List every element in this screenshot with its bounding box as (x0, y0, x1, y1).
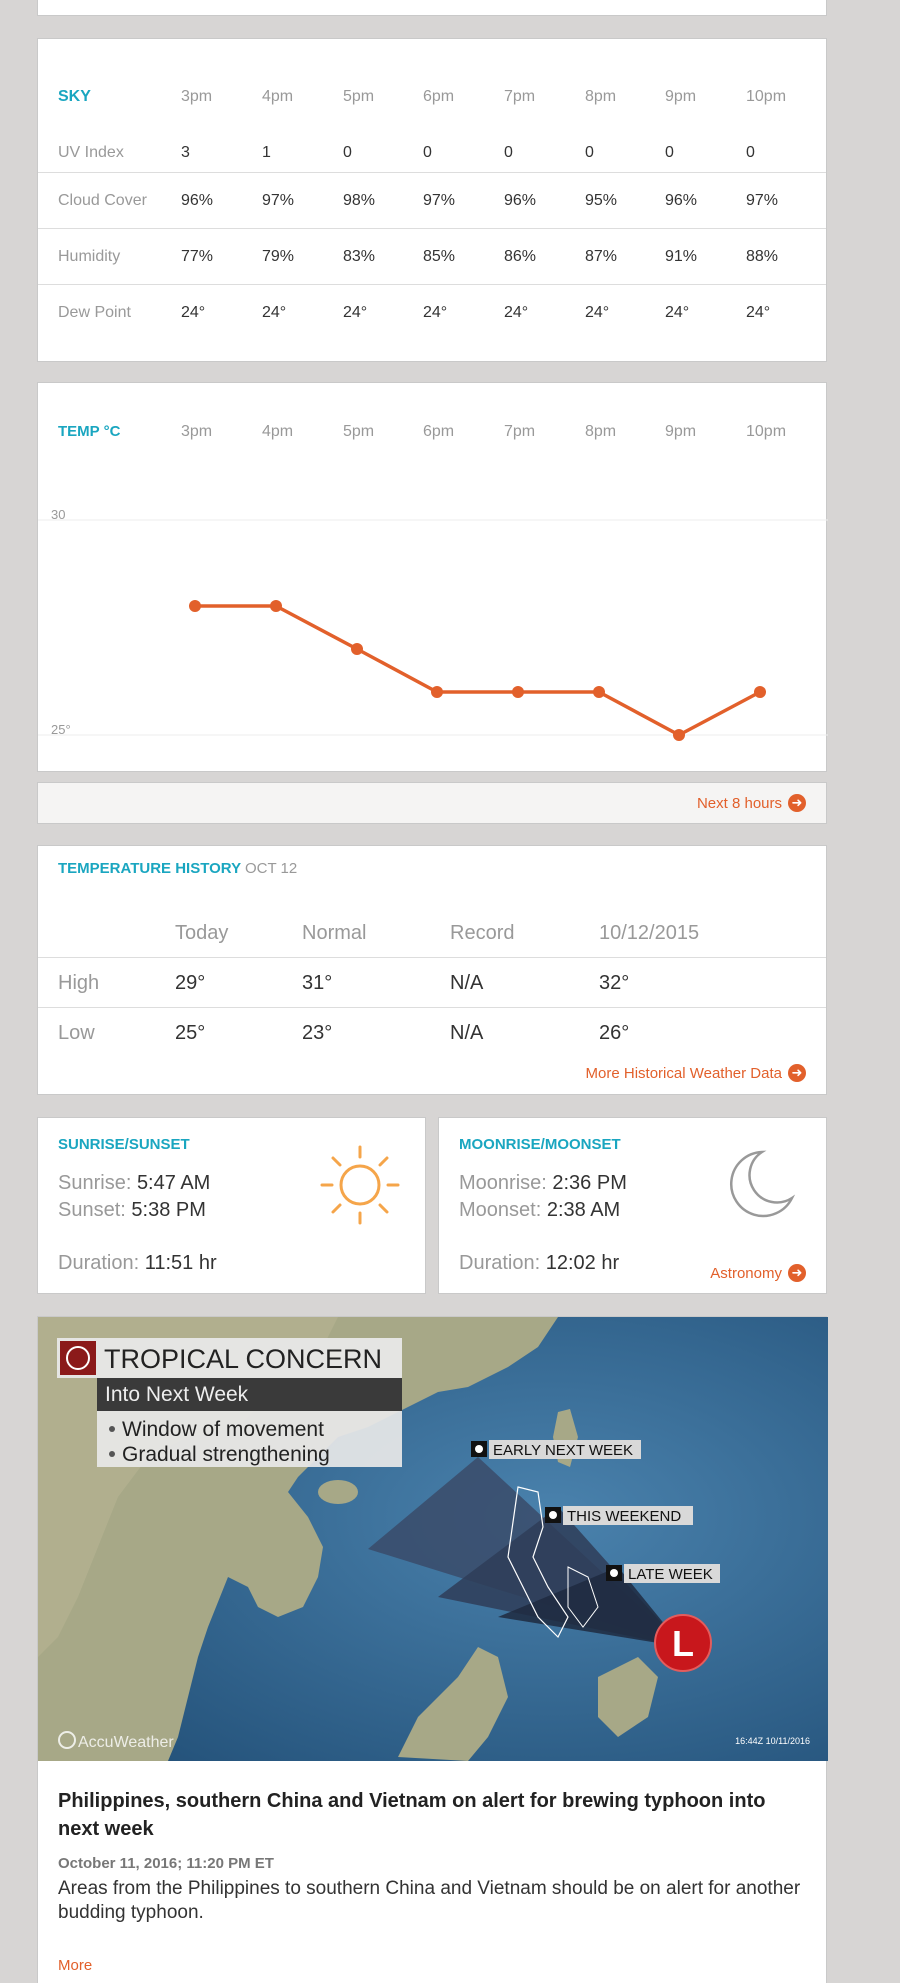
history-title (58, 860, 297, 877)
temp-point-7pm[interactable] (512, 686, 524, 698)
history-row-label: High (58, 972, 100, 994)
sky-time: 9pm (665, 88, 697, 105)
temp-series (189, 600, 766, 741)
temp-point-4pm[interactable] (270, 600, 282, 612)
moon-duration-line (459, 1252, 619, 1275)
sun-title: SUNRISE/SUNSET (58, 1136, 190, 1153)
map-bullet-1: Window of movement (122, 1418, 324, 1441)
news-dateline: October 11, 2016; 11:20 PM ET (58, 1855, 274, 1872)
sky-cell: 0 (504, 144, 513, 161)
arrow-right-icon: ➜ (788, 1064, 806, 1082)
previous-card (37, 0, 827, 16)
temp-time: 7pm (504, 423, 536, 440)
sky-cell: 96% (504, 191, 537, 209)
sky-cell: 24° (423, 303, 448, 321)
sky-cell: 97% (262, 191, 295, 209)
sky-time: 3pm (181, 88, 213, 105)
temp-time: 8pm (585, 423, 617, 440)
next-hours-bar (37, 782, 827, 824)
history-row-label: Low (58, 1022, 95, 1044)
sky-row-label: UV Index (58, 144, 124, 161)
sky-cell: 97% (746, 191, 779, 209)
sky-row-label: Dew Point (58, 303, 131, 321)
moonrise-value: 2:36 PM (552, 1172, 627, 1194)
sky-cell: 24° (504, 303, 529, 321)
astronomy-label: Astronomy (710, 1264, 782, 1282)
sky-cell: 86% (504, 247, 537, 265)
sky-time: 8pm (585, 88, 617, 105)
sky-time: 4pm (262, 88, 294, 105)
temp-point-8pm[interactable] (593, 686, 605, 698)
map-title: TROPICAL CONCERN (104, 1344, 383, 1374)
map-timestamp: 16:44Z 10/11/2016 (735, 1736, 810, 1746)
sky-time: 10pm (746, 88, 787, 105)
temp-point-6pm[interactable] (431, 686, 443, 698)
temp-point-5pm[interactable] (351, 643, 363, 655)
history-cell: 29° (175, 972, 206, 994)
moon-duration-value: 12:02 hr (545, 1252, 620, 1274)
y-axis-bottom-label: 25° (51, 722, 71, 737)
moonset-line (459, 1199, 620, 1222)
history-cell: 31° (302, 972, 333, 994)
sky-row-humidity (38, 228, 826, 284)
history-cell: 25° (175, 1022, 206, 1044)
tropical-map (38, 1317, 828, 1761)
sky-cell: 0 (423, 144, 432, 161)
sunset-value: 5:38 PM (131, 1199, 206, 1221)
sunrise-value: 5:47 AM (136, 1172, 211, 1194)
sun-icon (318, 1143, 402, 1227)
sky-cell: 24° (343, 303, 368, 321)
sky-row-label: Cloud Cover (58, 191, 147, 209)
news-map-image[interactable] (38, 1317, 828, 1761)
y-axis-top-label: 30 (51, 507, 66, 522)
sky-card (37, 38, 827, 362)
sun-duration-label: Duration: (58, 1252, 140, 1274)
sky-cell: 24° (665, 303, 690, 321)
map-label-early: EARLY NEXT WEEK (493, 1442, 634, 1459)
sky-cell: 0 (343, 144, 352, 161)
history-col-record: Record (450, 922, 515, 944)
news-card (37, 1316, 827, 1983)
news-more-link[interactable]: More (58, 1957, 93, 1974)
moonrise-moonset-card (438, 1117, 827, 1294)
sky-cell: 24° (262, 303, 287, 321)
history-cell: 32° (599, 972, 630, 994)
sky-row-cloud (38, 172, 826, 228)
sun-duration-line (58, 1252, 217, 1275)
sunrise-label: Sunrise: (58, 1172, 132, 1194)
moonset-label: Moonset: (459, 1199, 542, 1221)
temp-point-3pm[interactable] (189, 600, 201, 612)
history-row-low (38, 1007, 826, 1057)
temp-series-line (195, 606, 760, 735)
arrow-right-icon: ➜ (788, 1264, 806, 1282)
map-label-weekend: THIS WEEKEND (567, 1508, 682, 1525)
sky-cell: 24° (585, 303, 610, 321)
history-col-today: Today (175, 922, 229, 944)
temp-time: 4pm (262, 423, 294, 440)
moonrise-line (459, 1172, 627, 1195)
sky-time: 5pm (343, 88, 375, 105)
sky-time: 6pm (423, 88, 455, 105)
map-bullet-2: Gradual strengthening (122, 1443, 330, 1466)
history-header-row (38, 908, 826, 958)
map-label-late: LATE WEEK (628, 1566, 713, 1583)
sky-cell: 0 (585, 144, 594, 161)
history-title-text: TEMPERATURE HISTORY (58, 860, 241, 877)
temp-time: 3pm (181, 423, 213, 440)
more-historical-label: More Historical Weather Data (585, 1064, 782, 1082)
sky-cell: 83% (343, 247, 376, 265)
storm-letter: L (672, 1623, 694, 1664)
more-historical-data-link[interactable] (586, 1064, 806, 1082)
history-cell: N/A (450, 972, 484, 994)
history-col-last-year: 10/12/2015 (599, 922, 700, 944)
sky-cell: 97% (423, 191, 456, 209)
sky-cell: 77% (181, 247, 214, 265)
sky-row-label: Humidity (58, 247, 121, 265)
temp-time: 10pm (746, 423, 787, 440)
temp-line-chart (38, 383, 828, 773)
sky-cell: 98% (343, 191, 376, 209)
sky-time: 7pm (504, 88, 536, 105)
news-headline-link[interactable]: Philippines, southern China and Vietnam on alert for brewing typhoon into next week (58, 1790, 766, 1840)
history-row-high (38, 957, 826, 1007)
history-cell: 23° (302, 1022, 333, 1044)
moon-icon (722, 1146, 798, 1222)
temp-time: 5pm (343, 423, 375, 440)
sky-title: SKY (58, 88, 91, 105)
moon-title: MOONRISE/MOONSET (459, 1136, 621, 1153)
temp-title: TEMP °C (58, 423, 121, 440)
temp-point-9pm[interactable] (673, 729, 685, 741)
sky-cell: 96% (665, 191, 698, 209)
moonset-value: 2:38 AM (546, 1199, 621, 1221)
next-8-hours-label: Next 8 hours (696, 794, 782, 812)
sky-cell: 87% (585, 247, 618, 265)
sky-cell: 96% (181, 191, 214, 209)
sky-cell: 0 (665, 144, 674, 161)
astronomy-link[interactable] (710, 1264, 806, 1282)
sky-cell: 1 (262, 144, 271, 161)
sky-cell: 24° (181, 303, 206, 321)
sky-cell: 88% (746, 247, 779, 265)
sunrise-sunset-card (37, 1117, 426, 1294)
next-8-hours-link[interactable] (697, 794, 806, 812)
sky-cell: 95% (585, 191, 618, 209)
moonrise-label: Moonrise: (459, 1172, 547, 1194)
history-date: OCT 12 (244, 860, 298, 877)
sky-cell: 79% (262, 247, 295, 265)
sky-row-dewpoint (38, 284, 826, 340)
sky-cell: 3 (181, 144, 190, 161)
temp-chart-card (37, 382, 827, 772)
temperature-history-card (37, 845, 827, 1095)
history-cell: N/A (450, 1022, 484, 1044)
moon-duration-label: Duration: (459, 1252, 541, 1274)
news-summary: Areas from the Philippines to southern China and Vietnam should be on alert for another budding typhoon. (58, 1878, 801, 1923)
sky-cell: 91% (665, 247, 698, 265)
sun-duration-value: 11:51 hr (144, 1252, 217, 1274)
sky-cell: 85% (423, 247, 456, 265)
sunset-label: Sunset: (58, 1199, 126, 1221)
arrow-right-icon: ➜ (788, 794, 806, 812)
sunset-line (58, 1199, 206, 1222)
temp-time: 9pm (665, 423, 697, 440)
map-subtitle: Into Next Week (105, 1383, 249, 1406)
temp-time: 6pm (423, 423, 455, 440)
accuweather-logo: AccuWeather (78, 1734, 174, 1751)
history-cell: 26° (599, 1022, 630, 1044)
sunrise-line (58, 1172, 210, 1195)
temp-point-10pm[interactable] (754, 686, 766, 698)
sky-cell: 24° (746, 303, 771, 321)
history-col-normal: Normal (302, 922, 367, 944)
sky-header-row (38, 69, 826, 125)
sky-cell: 0 (746, 144, 755, 161)
